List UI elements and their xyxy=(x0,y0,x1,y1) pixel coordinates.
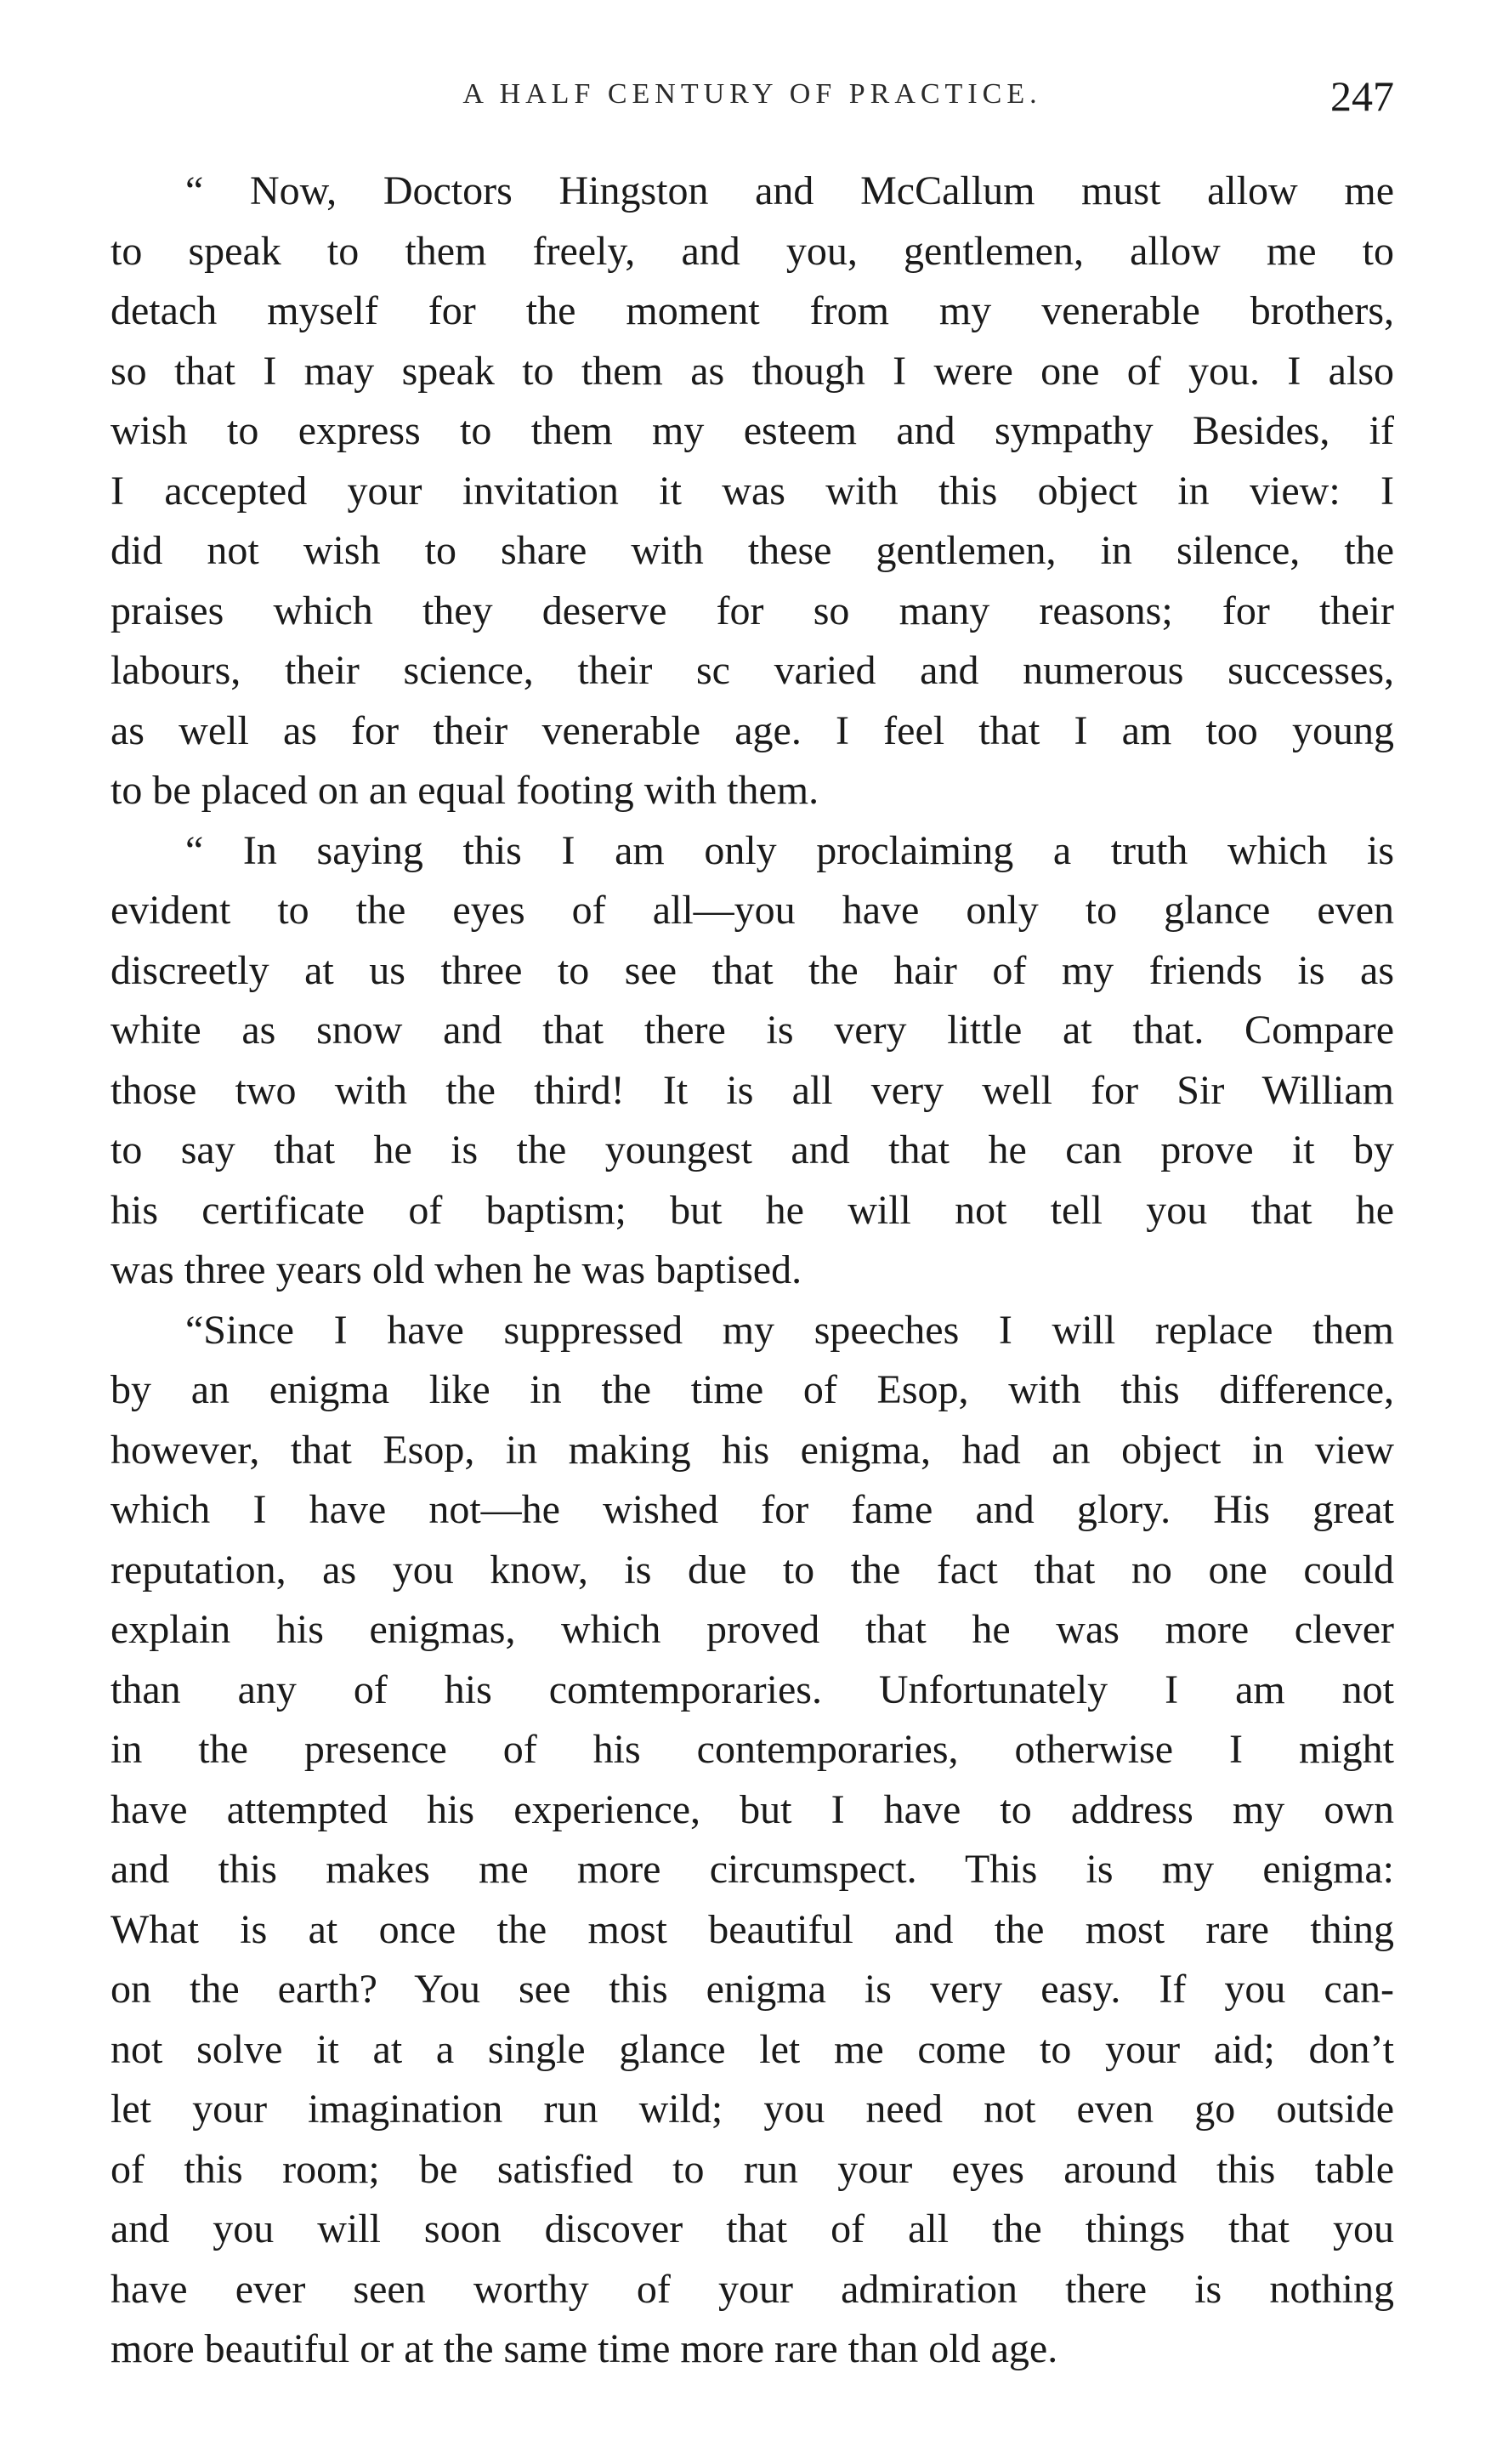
text-line: What is at once the most beautiful and the most rare thing xyxy=(111,1906,1394,1952)
text-line: and you will soon discover that of all the things that you xyxy=(111,2206,1394,2251)
running-header xyxy=(111,71,1394,131)
text-line: which I have not—he wished for fame and glory. His great xyxy=(111,1487,1394,1532)
text-line: by an enigma like in the time of Esop, with this difference, xyxy=(111,1367,1394,1412)
text-line: I accepted your invitation it was with this object in view: I xyxy=(111,468,1394,514)
text-line: and this makes me more circumspect. This is my enigma: xyxy=(111,1847,1394,1892)
running-title: A HALF CENTURY OF PRACTICE. xyxy=(462,78,1042,110)
text-line: detach myself for the moment from my venerable brothers, xyxy=(111,288,1394,333)
text-line: more beautiful or at the same time more rare than old age. xyxy=(111,2326,1058,2371)
paragraph xyxy=(111,821,1394,1301)
text-line: than any of his comtemporaries. Unfortunately I am not xyxy=(111,1666,1394,1712)
text-line: praises which they deserve for so many reasons; for their xyxy=(111,588,1394,633)
text-line: reputation, as you know, is due to the fact that no one could xyxy=(111,1547,1394,1593)
text-line: evident to the eyes of all—you have only to glance even xyxy=(111,888,1394,933)
text-line: was three years old when he was baptised. xyxy=(111,1247,802,1292)
text-line: his certificate of baptism; but he will not tell you that he xyxy=(111,1187,1394,1233)
text-line: to say that he is the youngest and that he can prove it by xyxy=(111,1127,1394,1172)
text-line: labours, their science, their sc varied and numerous successes, xyxy=(111,648,1394,693)
text-line: let your imagination run wild; you need not even go outside xyxy=(111,2086,1394,2132)
text-line: those two with the third! It is all very well for Sir William xyxy=(111,1067,1394,1113)
paragraph xyxy=(111,1301,1394,2380)
text-line: white as snow and that there is very little at that. Compare xyxy=(111,1008,1394,1053)
text-line: have ever seen worthy of your admiration there is nothing xyxy=(111,2266,1394,2312)
page-number: 247 xyxy=(1330,72,1394,120)
text-line: “ In saying this I am only proclaiming a truth which is xyxy=(185,827,1394,873)
text-line: in the presence of his contemporaries, otherwise I might xyxy=(111,1727,1394,1772)
text-line: so that I may speak to them as though I were one of you. I also xyxy=(111,348,1394,394)
text-line: explain his enigmas, which proved that he was more clever xyxy=(111,1607,1394,1652)
text-line: on the earth? You see this enigma is very easy. If you can- xyxy=(111,1967,1394,2012)
text-line: wish to express to them my esteem and sympathy Besides, if xyxy=(111,408,1394,453)
text-line: not solve it at a single glance let me come to your aid; don’t xyxy=(111,2026,1394,2072)
body-text xyxy=(111,162,1394,2380)
text-line: as well as for their venerable age. I feel that I am too young xyxy=(111,707,1394,753)
paragraph xyxy=(111,162,1394,821)
text-line: “ Now, Doctors Hingston and McCallum must allow me xyxy=(185,168,1394,213)
text-line: discreetly at us three to see that the hair of my friends is as xyxy=(111,947,1394,993)
text-line: however, that Esop, in making his enigma, had an object in view xyxy=(111,1427,1394,1473)
text-line: “Since I have suppressed my speeches I will replace them xyxy=(185,1307,1394,1353)
text-line: to be placed on an equal footing with them. xyxy=(111,768,819,813)
text-line: of this room; be satisfied to run your eyes around this table xyxy=(111,2146,1394,2192)
text-line: have attempted his experience, but I have to address my own xyxy=(111,1786,1394,1832)
text-line: did not wish to share with these gentlemen, in silence, the xyxy=(111,528,1394,573)
text-line: to speak to them freely, and you, gentlemen, allow me to xyxy=(111,228,1394,274)
